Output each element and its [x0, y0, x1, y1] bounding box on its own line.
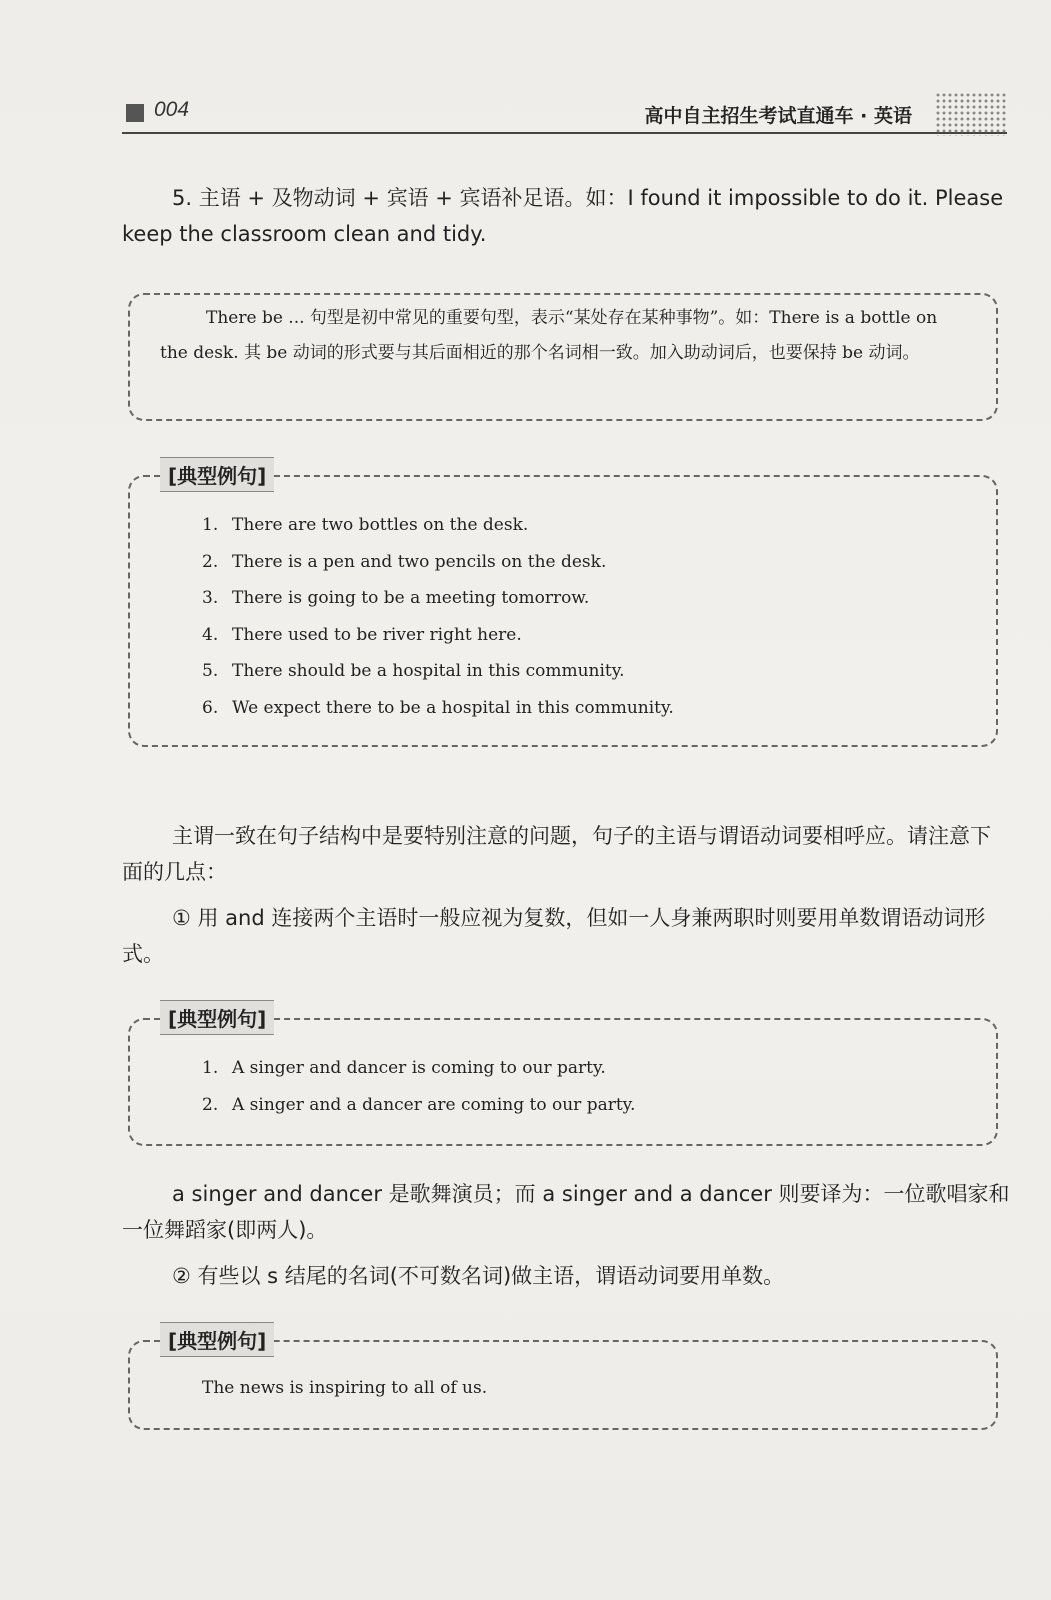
example-sentence: The news is inspiring to all of us.: [202, 1378, 488, 1398]
example-list-1: [130, 507, 996, 726]
example-item: 2. There is a pen and two pencils on the desk.: [202, 551, 607, 572]
example-box-1: [128, 464, 998, 747]
agreement-intro: 主谓一致在句子结构中是要特别注意的问题，句子的主语与谓语动词要相呼应。请注意下面的几点：: [122, 824, 991, 884]
agreement-point-1: ① 用 and 连接两个主语时一般应视为复数，但如一人身兼两职时则要用单数谓语动词形式。: [122, 906, 986, 966]
example-item: 6. We expect there to be a hospital in this community.: [202, 697, 674, 718]
page-number: 004: [154, 98, 190, 121]
example-list-2: [130, 1050, 996, 1123]
example-item: 3. There is going to be a meeting tomorrow.: [202, 588, 590, 608]
example-tag: [典型例句]: [160, 457, 274, 492]
page-marker-square: [126, 104, 144, 122]
agreement-point-2: ② 有些以 s 结尾的名词(不可数名词)做主语，谓语动词要用单数。: [172, 1264, 785, 1288]
dotted-corner-decoration: [935, 92, 1007, 136]
example-item: 2. A singer and a dancer are coming to our party.: [202, 1094, 636, 1115]
note-text: There be ... 句型是初中常见的重要句型，表示“某处存在某种事物”。如：There is a bottle on the desk. 其 be 动词的形式要与其后面相近的那个名词相一致。加入助动词后，也要保持 be 动词。: [160, 308, 938, 363]
explanation-paragraph: a singer and dancer 是歌舞演员；而 a singer and a dancer 则要译为：一位歌唱家和一位舞蹈家(即两人)。: [122, 1182, 1010, 1242]
note-box: [128, 293, 998, 421]
example-tag: [典型例句]: [160, 1322, 274, 1357]
example-item: 1. A singer and dancer is coming to our party.: [202, 1058, 606, 1078]
example-box-2: [128, 1007, 998, 1146]
page-header: [122, 96, 1007, 134]
example-tag: [典型例句]: [160, 1000, 274, 1035]
example-item: 4. There used to be river right here.: [202, 624, 522, 645]
rule-5-paragraph: 5. 主语 + 及物动词 + 宾语 + 宾语补足语。如：I found it impossible to do it. Please keep the classroom clean and tidy.: [122, 186, 1004, 246]
book-title: 高中自主招生考试直通车 · 英语: [644, 105, 912, 127]
example-item: 1. There are two bottles on the desk.: [202, 515, 529, 535]
example-item: 5. There should be a hospital in this community.: [202, 661, 625, 681]
example-box-3: [128, 1329, 998, 1430]
